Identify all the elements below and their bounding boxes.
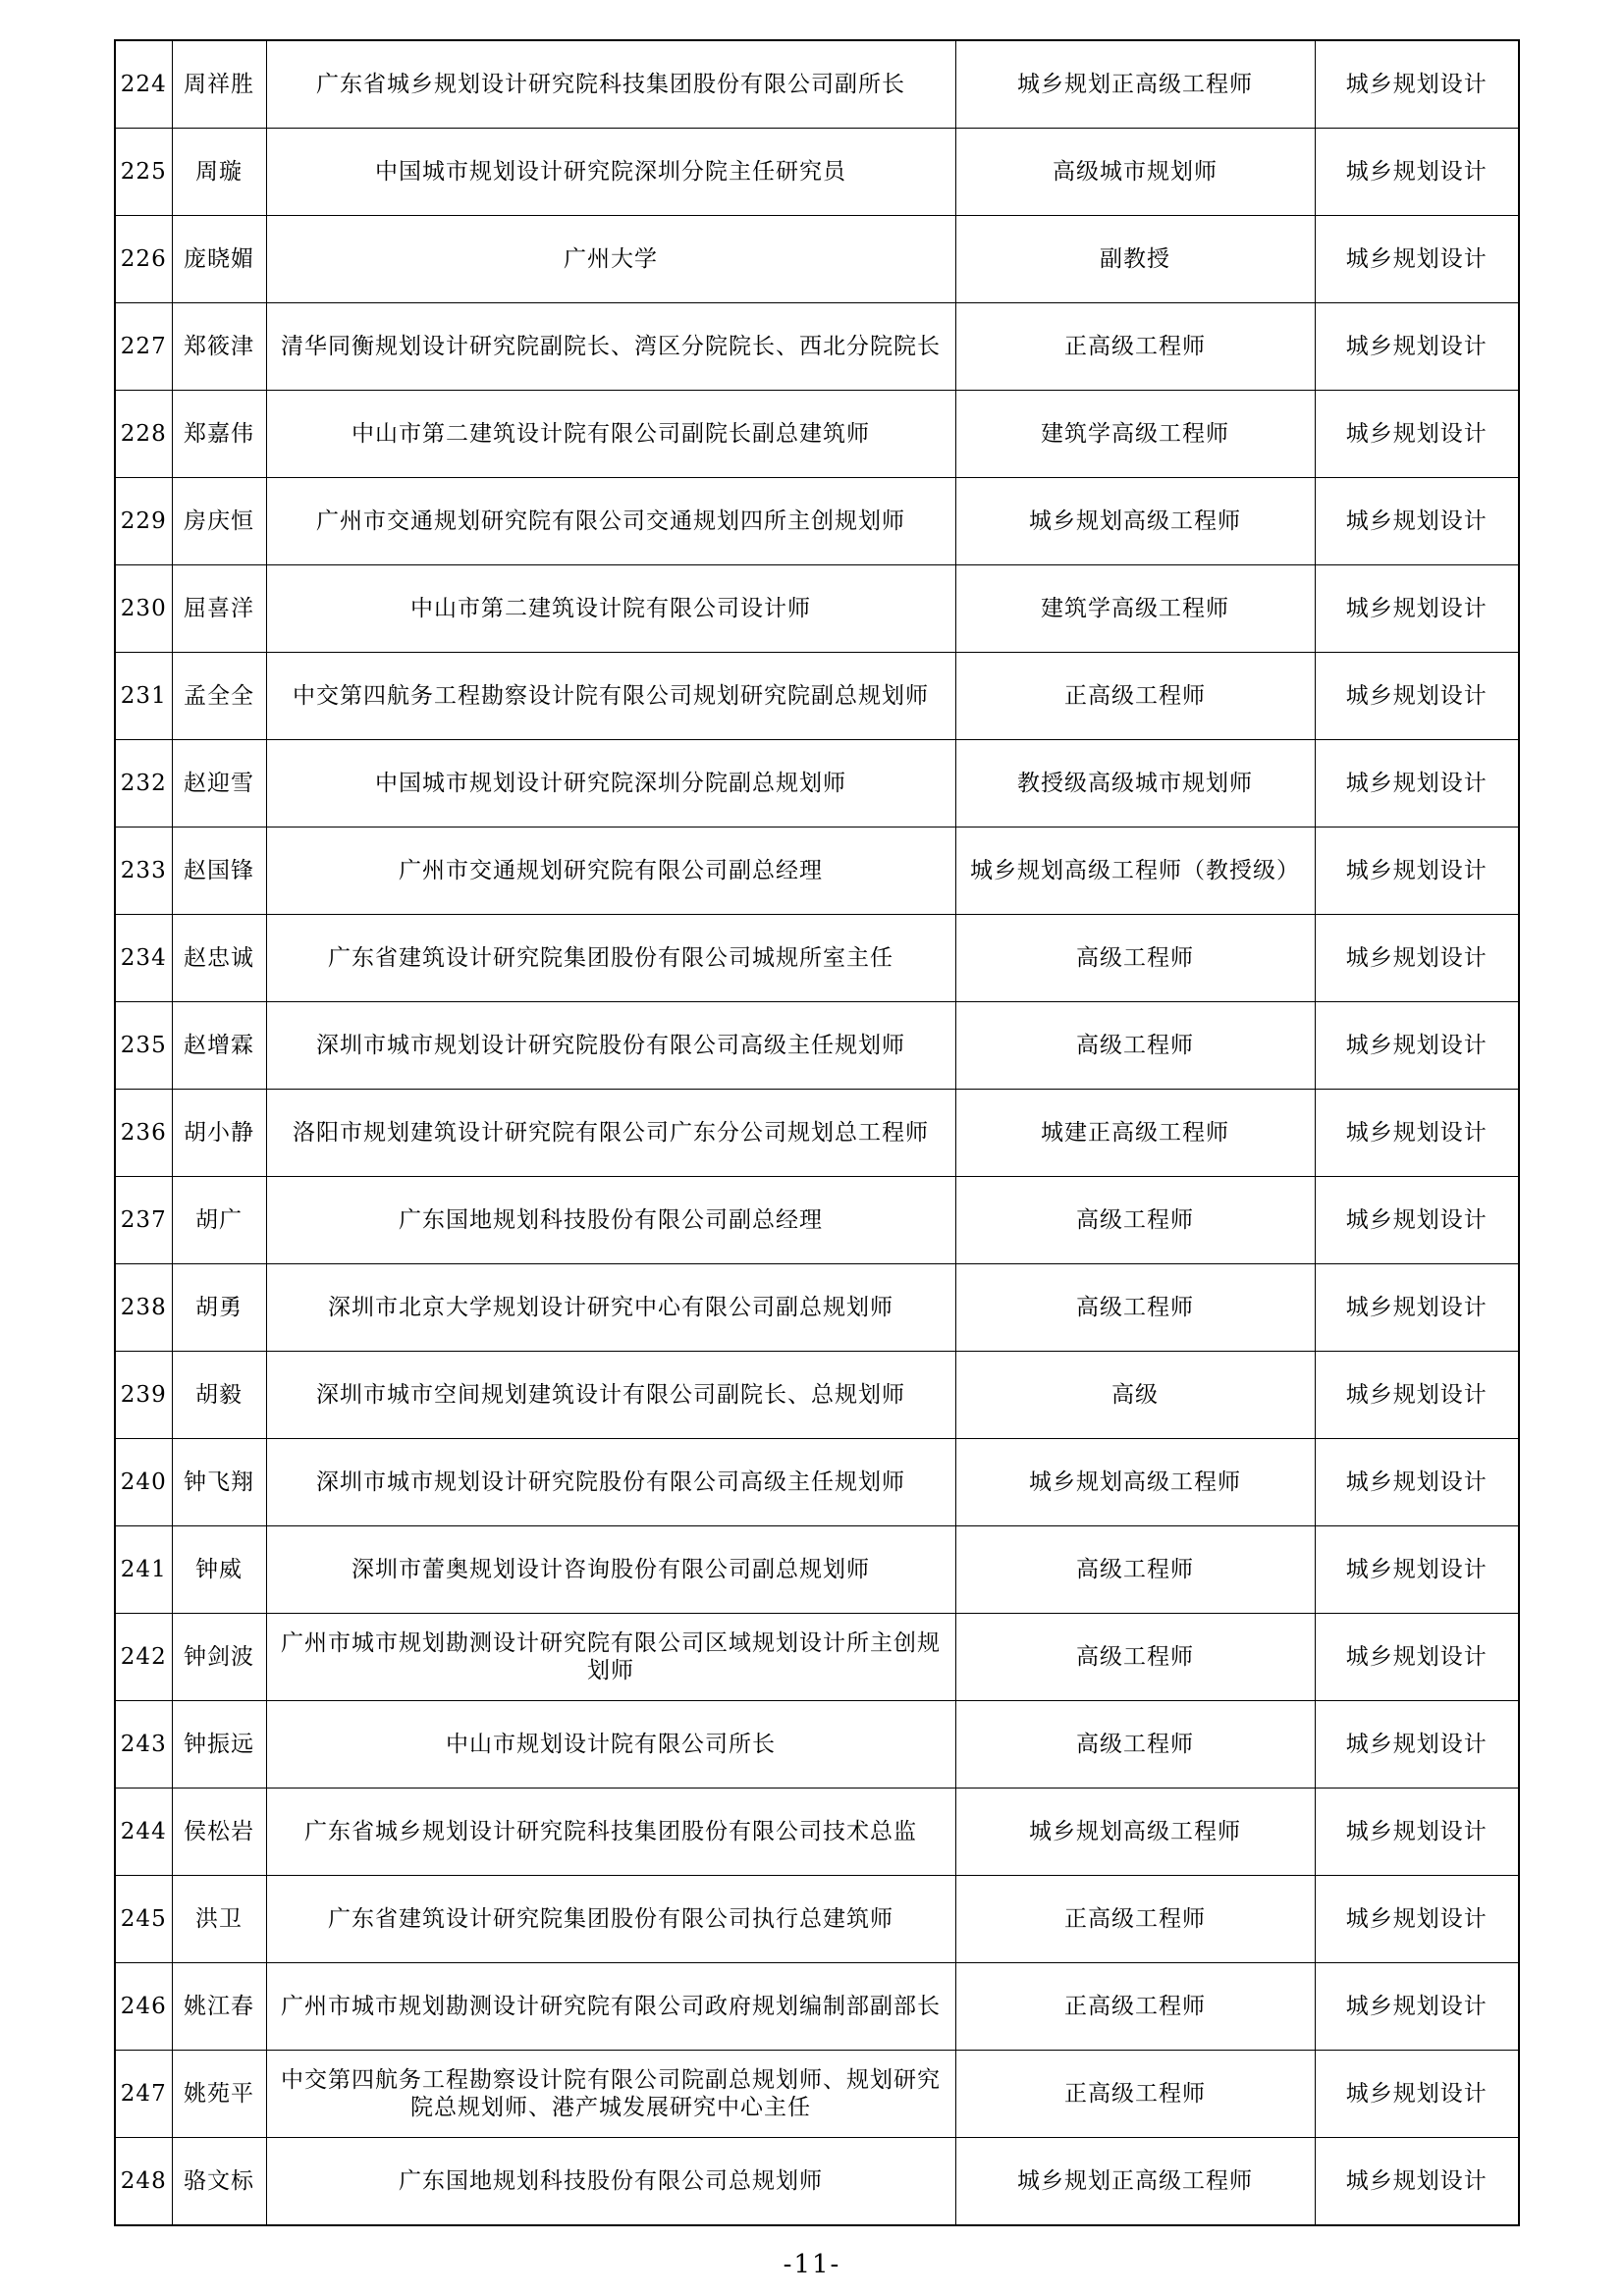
cell-number: 224 [115, 40, 172, 129]
cell-title: 城乡规划正高级工程师 [955, 2138, 1315, 2226]
cell-unit: 中山市第二建筑设计院有限公司副院长副总建筑师 [266, 391, 955, 478]
cell-unit: 广州市交通规划研究院有限公司交通规划四所主创规划师 [266, 478, 955, 565]
cell-name: 胡勇 [172, 1264, 266, 1352]
cell-name: 赵迎雪 [172, 740, 266, 828]
cell-number: 244 [115, 1789, 172, 1876]
cell-unit: 深圳市城市规划设计研究院股份有限公司高级主任规划师 [266, 1002, 955, 1090]
cell-name: 孟全全 [172, 653, 266, 740]
cell-number: 231 [115, 653, 172, 740]
cell-name: 庞晓媚 [172, 216, 266, 303]
cell-title: 建筑学高级工程师 [955, 565, 1315, 653]
cell-title: 高级工程师 [955, 1614, 1315, 1701]
table-row [115, 1439, 1519, 1526]
cell-name: 郑嘉伟 [172, 391, 266, 478]
cell-field: 城乡规划设计 [1315, 1002, 1519, 1090]
cell-name: 侯松岩 [172, 1789, 266, 1876]
table-row [115, 1876, 1519, 1963]
cell-unit: 深圳市城市规划设计研究院股份有限公司高级主任规划师 [266, 1439, 955, 1526]
cell-title: 高级工程师 [955, 1177, 1315, 1264]
cell-field: 城乡规划设计 [1315, 565, 1519, 653]
cell-unit: 广东国地规划科技股份有限公司副总经理 [266, 1177, 955, 1264]
cell-unit: 中交第四航务工程勘察设计院有限公司院副总规划师、规划研究院总规划师、港产城发展研究中心主任 [266, 2051, 955, 2138]
cell-title: 教授级高级城市规划师 [955, 740, 1315, 828]
cell-number: 237 [115, 1177, 172, 1264]
cell-title: 高级工程师 [955, 1264, 1315, 1352]
cell-title: 副教授 [955, 216, 1315, 303]
cell-name: 骆文标 [172, 2138, 266, 2226]
table-row [115, 1526, 1519, 1614]
cell-field: 城乡规划设计 [1315, 915, 1519, 1002]
cell-field: 城乡规划设计 [1315, 478, 1519, 565]
cell-field: 城乡规划设计 [1315, 653, 1519, 740]
cell-name: 胡小静 [172, 1090, 266, 1177]
cell-field: 城乡规划设计 [1315, 740, 1519, 828]
table-row [115, 1090, 1519, 1177]
cell-field: 城乡规划设计 [1315, 216, 1519, 303]
table-row [115, 1264, 1519, 1352]
cell-title: 城建正高级工程师 [955, 1090, 1315, 1177]
cell-number: 228 [115, 391, 172, 478]
cell-title: 建筑学高级工程师 [955, 391, 1315, 478]
cell-name: 姚江春 [172, 1963, 266, 2051]
cell-name: 钟飞翔 [172, 1439, 266, 1526]
cell-unit: 广州市城市规划勘测设计研究院有限公司政府规划编制部副部长 [266, 1963, 955, 2051]
cell-number: 239 [115, 1352, 172, 1439]
cell-field: 城乡规划设计 [1315, 828, 1519, 915]
cell-name: 赵忠诚 [172, 915, 266, 1002]
cell-number: 229 [115, 478, 172, 565]
cell-unit: 中山市第二建筑设计院有限公司设计师 [266, 565, 955, 653]
page-number: -11- [783, 2250, 841, 2279]
cell-field: 城乡规划设计 [1315, 1264, 1519, 1352]
cell-number: 227 [115, 303, 172, 391]
cell-field: 城乡规划设计 [1315, 2051, 1519, 2138]
cell-title: 城乡规划高级工程师 [955, 478, 1315, 565]
cell-name: 胡毅 [172, 1352, 266, 1439]
table-row [115, 1963, 1519, 2051]
cell-name: 赵国锋 [172, 828, 266, 915]
cell-title: 高级工程师 [955, 1526, 1315, 1614]
cell-unit: 深圳市蕾奥规划设计咨询股份有限公司副总规划师 [266, 1526, 955, 1614]
cell-unit: 广东省建筑设计研究院集团股份有限公司执行总建筑师 [266, 1876, 955, 1963]
cell-name: 周祥胜 [172, 40, 266, 129]
cell-number: 230 [115, 565, 172, 653]
cell-number: 248 [115, 2138, 172, 2226]
cell-number: 226 [115, 216, 172, 303]
cell-unit: 广东省城乡规划设计研究院科技集团股份有限公司技术总监 [266, 1789, 955, 1876]
cell-field: 城乡规划设计 [1315, 1789, 1519, 1876]
cell-number: 242 [115, 1614, 172, 1701]
cell-title: 正高级工程师 [955, 1963, 1315, 2051]
cell-name: 钟振远 [172, 1701, 266, 1789]
cell-field: 城乡规划设计 [1315, 1090, 1519, 1177]
table-row [115, 1352, 1519, 1439]
cell-title: 城乡规划高级工程师 [955, 1439, 1315, 1526]
cell-field: 城乡规划设计 [1315, 129, 1519, 216]
roster-body [115, 40, 1519, 2225]
cell-field: 城乡规划设计 [1315, 40, 1519, 129]
cell-title: 城乡规划正高级工程师 [955, 40, 1315, 129]
table-row [115, 565, 1519, 653]
table-row [115, 391, 1519, 478]
cell-field: 城乡规划设计 [1315, 391, 1519, 478]
cell-field: 城乡规划设计 [1315, 1701, 1519, 1789]
cell-unit: 广州市城市规划勘测设计研究院有限公司区域规划设计所主创规划师 [266, 1614, 955, 1701]
table-row [115, 1701, 1519, 1789]
cell-field: 城乡规划设计 [1315, 1876, 1519, 1963]
cell-number: 232 [115, 740, 172, 828]
cell-number: 241 [115, 1526, 172, 1614]
cell-name: 赵增霖 [172, 1002, 266, 1090]
cell-unit: 深圳市城市空间规划建筑设计有限公司副院长、总规划师 [266, 1352, 955, 1439]
table-row [115, 915, 1519, 1002]
cell-number: 234 [115, 915, 172, 1002]
cell-name: 屈喜洋 [172, 565, 266, 653]
cell-title: 城乡规划高级工程师 [955, 1789, 1315, 1876]
cell-unit: 广东国地规划科技股份有限公司总规划师 [266, 2138, 955, 2226]
cell-name: 钟剑波 [172, 1614, 266, 1701]
table-row [115, 1177, 1519, 1264]
cell-number: 243 [115, 1701, 172, 1789]
cell-field: 城乡规划设计 [1315, 2138, 1519, 2226]
cell-title: 高级工程师 [955, 915, 1315, 1002]
cell-name: 钟威 [172, 1526, 266, 1614]
cell-field: 城乡规划设计 [1315, 1963, 1519, 2051]
cell-name: 周璇 [172, 129, 266, 216]
cell-name: 房庆恒 [172, 478, 266, 565]
table-row [115, 828, 1519, 915]
cell-number: 238 [115, 1264, 172, 1352]
cell-number: 225 [115, 129, 172, 216]
cell-name: 姚苑平 [172, 2051, 266, 2138]
cell-unit: 广东省城乡规划设计研究院科技集团股份有限公司副所长 [266, 40, 955, 129]
cell-number: 246 [115, 1963, 172, 2051]
cell-title: 高级城市规划师 [955, 129, 1315, 216]
cell-title: 正高级工程师 [955, 1876, 1315, 1963]
cell-number: 245 [115, 1876, 172, 1963]
cell-unit: 广东省建筑设计研究院集团股份有限公司城规所室主任 [266, 915, 955, 1002]
cell-field: 城乡规划设计 [1315, 1614, 1519, 1701]
cell-field: 城乡规划设计 [1315, 1439, 1519, 1526]
cell-unit: 洛阳市规划建筑设计研究院有限公司广东分公司规划总工程师 [266, 1090, 955, 1177]
cell-field: 城乡规划设计 [1315, 1526, 1519, 1614]
cell-field: 城乡规划设计 [1315, 303, 1519, 391]
cell-unit: 中山市规划设计院有限公司所长 [266, 1701, 955, 1789]
cell-title: 城乡规划高级工程师（教授级） [955, 828, 1315, 915]
cell-title: 高级工程师 [955, 1002, 1315, 1090]
table-row [115, 653, 1519, 740]
table-row [115, 40, 1519, 129]
cell-title: 正高级工程师 [955, 653, 1315, 740]
table-row [115, 216, 1519, 303]
table-row [115, 1789, 1519, 1876]
cell-unit: 深圳市北京大学规划设计研究中心有限公司副总规划师 [266, 1264, 955, 1352]
cell-unit: 中国城市规划设计研究院深圳分院副总规划师 [266, 740, 955, 828]
cell-unit: 中交第四航务工程勘察设计院有限公司规划研究院副总规划师 [266, 653, 955, 740]
cell-number: 235 [115, 1002, 172, 1090]
table-row [115, 1002, 1519, 1090]
table-row [115, 478, 1519, 565]
table-row [115, 2051, 1519, 2138]
cell-title: 高级工程师 [955, 1701, 1315, 1789]
table-row [115, 1614, 1519, 1701]
cell-unit: 中国城市规划设计研究院深圳分院主任研究员 [266, 129, 955, 216]
cell-unit: 广州市交通规划研究院有限公司副总经理 [266, 828, 955, 915]
cell-name: 郑筱津 [172, 303, 266, 391]
cell-field: 城乡规划设计 [1315, 1177, 1519, 1264]
table-row [115, 129, 1519, 216]
table-row [115, 303, 1519, 391]
expert-roster-table [114, 39, 1520, 2226]
table-row [115, 740, 1519, 828]
cell-name: 洪卫 [172, 1876, 266, 1963]
cell-number: 233 [115, 828, 172, 915]
cell-title: 高级 [955, 1352, 1315, 1439]
cell-title: 正高级工程师 [955, 2051, 1315, 2138]
cell-unit: 清华同衡规划设计研究院副院长、湾区分院院长、西北分院院长 [266, 303, 955, 391]
cell-title: 正高级工程师 [955, 303, 1315, 391]
cell-number: 240 [115, 1439, 172, 1526]
cell-number: 236 [115, 1090, 172, 1177]
cell-unit: 广州大学 [266, 216, 955, 303]
cell-number: 247 [115, 2051, 172, 2138]
cell-field: 城乡规划设计 [1315, 1352, 1519, 1439]
table-row [115, 2138, 1519, 2226]
cell-name: 胡广 [172, 1177, 266, 1264]
